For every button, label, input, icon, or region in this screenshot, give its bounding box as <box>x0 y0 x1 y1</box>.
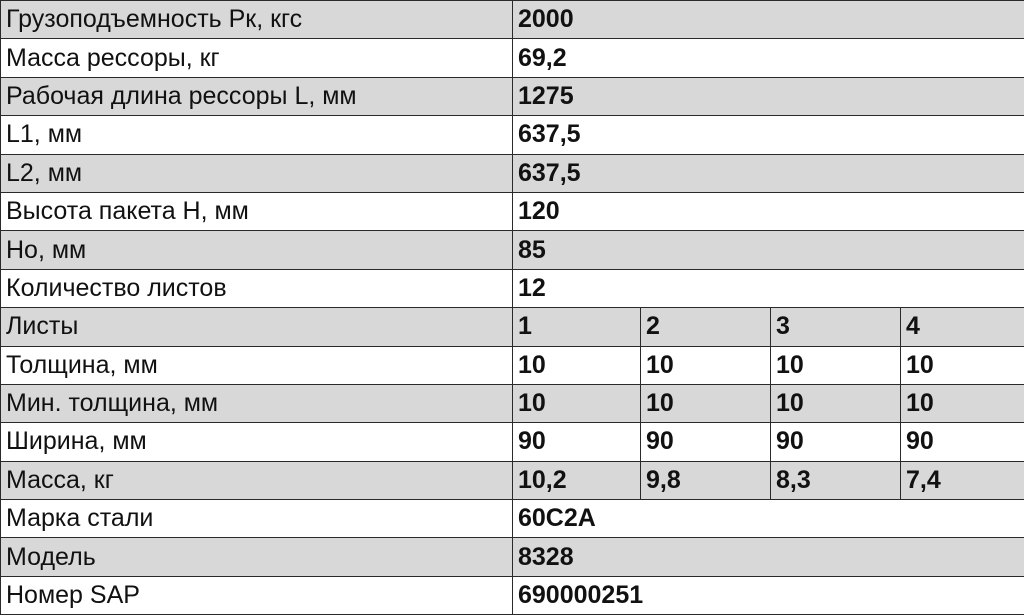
row-cell: 8,3 <box>771 461 901 499</box>
row-label: Ширина, мм <box>1 423 513 461</box>
table-row-width <box>1 423 1024 461</box>
row-cell: 90 <box>641 423 771 461</box>
row-label: Высота пакета Н, мм <box>1 192 513 230</box>
row-value: 690000251 <box>513 576 1024 614</box>
row-cell: 90 <box>771 423 901 461</box>
row-label: L1, мм <box>1 116 513 154</box>
row-cell: 10 <box>513 384 641 422</box>
row-value: 69,2 <box>513 39 1024 77</box>
row-label: Но, мм <box>1 231 513 269</box>
row-cell: 90 <box>901 423 1024 461</box>
row-cell: 10,2 <box>513 461 641 499</box>
row-value: 1275 <box>513 77 1024 115</box>
row-label: Листы <box>1 308 513 346</box>
table-row-spring-mass <box>1 39 1024 77</box>
table-row-l2 <box>1 154 1024 192</box>
row-cell: 1 <box>513 308 641 346</box>
row-cell: 90 <box>513 423 641 461</box>
row-cell: 10 <box>513 346 641 384</box>
row-label: Номер SAP <box>1 576 513 614</box>
table-row-min-thickness <box>1 384 1024 422</box>
row-value: 637,5 <box>513 154 1024 192</box>
row-cell: 9,8 <box>641 461 771 499</box>
row-label: L2, мм <box>1 154 513 192</box>
row-value: 2000 <box>513 1 1024 39</box>
row-label: Количество листов <box>1 269 513 307</box>
row-label: Грузоподъемность Рк, кгс <box>1 1 513 39</box>
table-row-load-capacity <box>1 1 1024 39</box>
table-row-leaves <box>1 308 1024 346</box>
row-label: Масса рессоры, кг <box>1 39 513 77</box>
row-value: 637,5 <box>513 116 1024 154</box>
row-cell: 7,4 <box>901 461 1024 499</box>
table-row-thickness <box>1 346 1024 384</box>
row-label: Модель <box>1 538 513 576</box>
row-value: 85 <box>513 231 1024 269</box>
table-row-l1 <box>1 116 1024 154</box>
table-row-model <box>1 538 1024 576</box>
row-cell: 10 <box>771 346 901 384</box>
row-cell: 3 <box>771 308 901 346</box>
row-cell: 10 <box>771 384 901 422</box>
row-cell: 10 <box>641 346 771 384</box>
table-row-leaf-count <box>1 269 1024 307</box>
row-cell: 10 <box>901 346 1024 384</box>
row-label: Марка стали <box>1 500 513 538</box>
table-row-ho <box>1 231 1024 269</box>
row-cell: 10 <box>901 384 1024 422</box>
row-value: 12 <box>513 269 1024 307</box>
table-row-leaf-mass <box>1 461 1024 499</box>
row-value: 60С2А <box>513 500 1024 538</box>
table-row-pack-height <box>1 192 1024 230</box>
row-label: Рабочая длина рессоры L, мм <box>1 77 513 115</box>
table-row-working-length <box>1 77 1024 115</box>
row-label: Толщина, мм <box>1 346 513 384</box>
row-value: 8328 <box>513 538 1024 576</box>
row-label: Масса, кг <box>1 461 513 499</box>
row-cell: 10 <box>641 384 771 422</box>
row-cell: 4 <box>901 308 1024 346</box>
row-cell: 2 <box>641 308 771 346</box>
row-value: 120 <box>513 192 1024 230</box>
table-row-sap-number <box>1 576 1024 614</box>
table-row-steel-grade <box>1 500 1024 538</box>
row-label: Мин. толщина, мм <box>1 384 513 422</box>
